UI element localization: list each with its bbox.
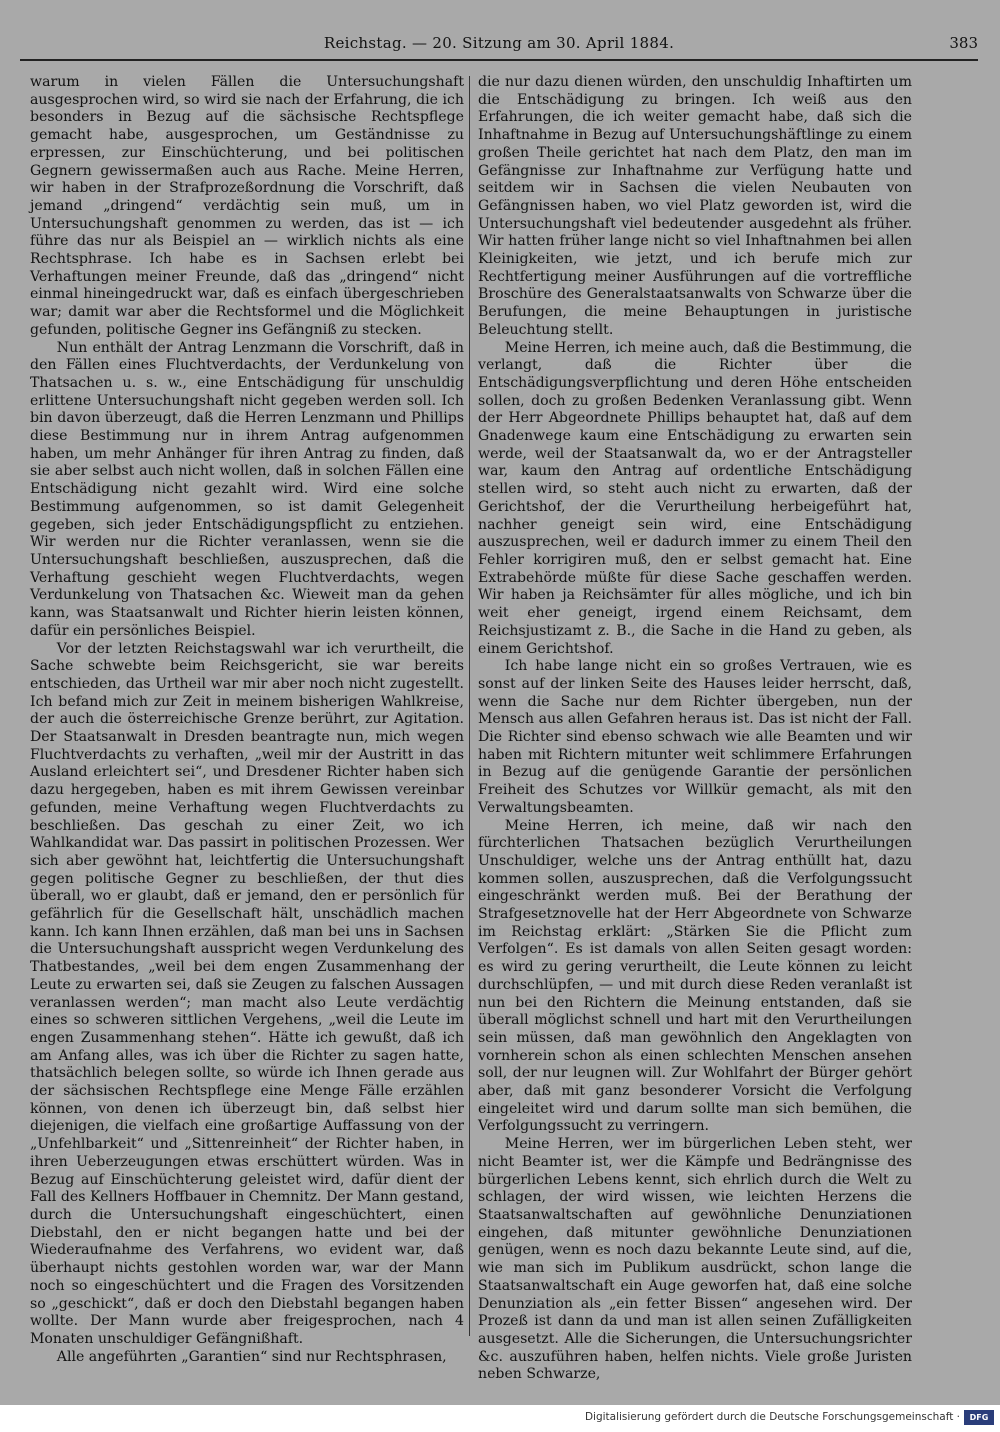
paragraph: Ich habe lange nicht ein so großes Vertrauen, wie es sonst auf der linken Seite des Hauses leider herrscht, daß, wenn die Sache nur dem Richter übergeben, nun der Mensch aus allen Gefahren heraus ist. Das ist nicht der Fall. Die Richter sind ebenso schwach wie alle Beamten und wir haben mit Richtern mitunter weit schlimmere Erfahrungen in Bezug auf die genügende Garantie der persönlichen Freiheit des Schutzes vor Willkür gemacht, als mit den Verwaltungsbeamten. [478,658,912,816]
left-column [30,74,464,1366]
page-header [20,30,978,60]
page-footer [0,1405,1000,1432]
paragraph: warum in vielen Fällen die Untersuchungshaft ausgesprochen wird, so wird sie nach der Erfahrung, die ich besonders in Bezug auf die sächsische Rechtspflege gemacht habe, ausgesprochen, um Geständnisse zu erpressen, zur Einschüchterung, und bei politischen Gegnern gewissermaßen auch aus Rache. Meine Herren, wir haben in der Strafprozeßordnung die Vorschrift, daß jemand „dringend“ verdächtig sein muß, um in Untersuchungshaft genommen zu werden, das ist — ich führe das nur als Beispiel an — wirklich nichts als eine Rechtsphrase. Ich habe es in Sachsen erlebt bei Verhaftungen meiner Freunde, daß das „dringend“ nicht einmal hineingedruckt war, daß es einfach übergeschrieben war; damit war aber die Rechtsformel und die Möglichkeit gefunden, politische Gegner ins Gefängniß zu stecken. [30,74,464,338]
right-column [478,74,912,1384]
header-rule [20,59,978,61]
paragraph: Meine Herren, ich meine auch, daß die Bestimmung, die verlangt, daß die Richter über die Entschädigungsverpflichtung und deren Höhe entscheiden sollen, doch zu großen Bedenken Veranlassung gibt. Wenn der Herr Abgeordnete Phillips behauptet hat, daß auf dem Gnadenwege kaum eine Entschädigung zu erwarten sein werde, weil der Staatsanwalt da, wo er der Antragsteller war, kaum den Antrag auf ordentliche Entschädigung stellen wird, so steht auch nicht zu erwarten, daß der Gerichtshof, der die Verurtheilung herbeigeführt hat, nachher geneigt sein wird, eine Entschädigung auszusprechen, weil er dadurch immer zu einem Theil den Fehler korrigiren muß, den er selbst gemacht hat. Eine Extrabehörde müßte für diese Sache geschaffen werden. Wir haben ja Reichsämter für alles mögliche, und ich bin weit eher geneigt, irgend einem Reichsamt, dem Reichsjustizamt z. B., die Sache in die Hand zu geben, als einem Gerichtshof. [478,339,912,657]
dfg-logo-icon: DFG [964,1410,994,1425]
paragraph: Meine Herren, ich meine, daß wir nach den fürchterlichen Thatsachen bezüglich Verurtheilungen Unschuldiger, welche uns der Antrag enthüllt hat, dazu kommen sollen, auszusprechen, daß die Verfolgungssucht eingeschränkt werden muß. Bei der Berathung der Strafgesetznovelle hat der Herr Abgeordnete von Schwarze im Reichstag erklärt: „Stärken Sie die Pflicht zum Verfolgen“. Es ist damals von allen Seiten gesagt worden: es wird zu gering verurtheilt, die Leute können zu leicht durchschlüpfen, — und mit durch diese Reden veranlaßt ist nun bei den Richtern die Meinung entstanden, daß sie überall möglichst schnell und hart mit den Verurtheilungen sein müssen, daß man gewöhnlich den Angeklagten von vornherein schon als einen schlechten Menschen ansehen soll, der nur leugnen will. Zur Wohlfahrt der Bürger gehört aber, daß mit ganz besonderer Vorsicht die Verfolgung eingeleitet wird und darum sollte man sich bemühen, die Verfolgungssucht zu verringern. [478,817,912,1135]
paragraph: Vor der letzten Reichstagswahl war ich verurtheilt, die Sache schwebte beim Reichsgericht, sie war bereits entschieden, das Urtheil war mir aber noch nicht zugestellt. Ich befand mich zur Zeit in meinem bisherigen Wahlkreise, der auch die österreichische Grenze berührt, zur Agitation. Der Staatsanwalt in Dresden beantragte nun, mich wegen Fluchtverdachts zu verhaften, „weil mir der Austritt in das Ausland erleichtert sei“, und Dresdener Richter haben sich dazu hergegeben, haben es mit ihrem Gewissen vereinbar gefunden, meine Verhaftung wegen Fluchtverdachts zu beschließen. Das geschah zu einer Zeit, wo ich Wahlkandidat war. Das passirt in politischen Prozessen. Wer sich aber gewöhnt hat, leichtfertig die Untersuchungshaft gegen politische Gegner zu beschließen, der thut dies überall, wo er glaubt, daß er jemand, den er persönlich für gefährlich für die Gesellschaft hält, unschädlich machen kann. Ich kann Ihnen erzählen, daß man bei uns in Sachsen die Untersuchungshaft ausspricht wegen Verdunkelung des Thatbestandes, „weil bei dem engen Zusammenhang der Leute zu erwarten sei, daß sie Zeugen zu falschen Aussagen veranlassen werden“; man macht also Leute verdächtig eines so schweren sittlichen Vergehens, „weil die Leute im engen Zusammenhang stehen“. Hätte ich gewußt, daß ich am Anfang alles, was ich über die Richter zu sagen hatte, thatsächlich belegen sollte, so würde ich Ihnen gerade aus der sächsischen Rechtspflege eine Menge Fälle erzählen können, von denen ich überzeugt bin, daß selbst hier diejenigen, die vielfach eine großartige Auffassung von der „Unfehlbarkeit“ und „Sittenreinheit“ der Richter haben, in ihren Ueberzeugungen etwas erschüttert würden. Was in Bezug auf Einschüchterung geleistet wird, dafür dient der Fall des Kellners Hoffbauer in Chemnitz. Der Mann gestand, durch die Untersuchungshaft eingeschüchtert, einen Diebstahl, den er nicht begangen hatte und bei der Wiederaufnahme des Verfahrens, wo evident war, daß überhaupt nichts gestohlen worden war, war der Mann noch so eingeschüchtert und die Fragen des Vorsitzenden so „geschickt“, daß er doch den Diebstahl begangen haben wollte. Der Mann wurde aber freigesprochen, nach 4 Monaten unschuldiger Gefängnißhaft. [30,640,464,1347]
footer-credit: Digitalisierung gefördert durch die Deutsche Forschungsgemeinschaft · [584,1411,960,1423]
page-title: Reichstag. — 20. Sitzung am 30. April 1884. [323,34,675,52]
page-number: 383 [949,34,978,52]
paragraph: Meine Herren, wer im bürgerlichen Leben steht, wer nicht Beamter ist, wer die Kämpfe und Bedrängnisse des bürgerlichen Lebens kennt, sich ehrlich durch die Welt zu schlagen, der wird wissen, wie leichten Herzens die Staatsanwaltschaften auf gewöhnliche Denunziationen eingehen, daß mitunter gewöhnliche Denunziationen genügen, wenn es noch dazu bekannte Leute sind, auf die, wie man sich im Publikum ausdrückt, schon lange die Staatsanwaltschaft ein Auge geworfen hat, daß eine solche Denunziation als „ein fetter Bissen“ angesehen wird. Der Prozeß ist dann da und man ist allen seinen Zufälligkeiten ausgesetzt. Alle die Sicherungen, die Untersuchungsrichter &c. auszuführen haben, helfen nichts. Viele große Juristen neben Schwarze, [478,1136,912,1383]
paragraph: die nur dazu dienen würden, den unschuldig Inhaftirten um die Entschädigung zu bringen. Ich weiß aus den Erfahrungen, die ich weiter gemacht habe, daß sich die Inhaftnahme in Bezug auf Untersuchungshäftlinge zu einem großen Theile gerichtet hat nach dem Platz, den man im Gefängnisse zur Inhaftnahme zur Verfügung hatte und seitdem wir in Sachsen die vielen Neubauten von Gefängnissen haben, wo viel Platz geworden ist, wird die Untersuchungshaft viel bedeutender ausgedehnt als früher. Wir hatten früher lange nicht so viel Inhaftnahmen bei allen Kleinigkeiten, wie jetzt, und ich berufe mich zur Rechtfertigung meiner Ausführungen auf die vortreffliche Broschüre des Generalstaatsanwalts von Schwarze über die Berufungen, die meine Behauptungen in juristische Beleuchtung stellt. [478,74,912,338]
paragraph: Alle angeführten „Garantien“ sind nur Rechtsphrasen, [56,1348,447,1365]
paragraph: Nun enthält der Antrag Lenzmann die Vorschrift, daß in den Fällen eines Fluchtverdachts, der Verdunkelung von Thatsachen u. s. w., eine Entschädigung für unschuldig erlittene Untersuchungshaft nicht gegeben werden soll. Ich bin davon überzeugt, daß die Herren Lenzmann und Phillips diese Bestimmung nur in ihrem Antrag aufgenommen haben, um mehr Anhänger für ihren Antrag zu finden, daß sie aber selbst auch nicht wollen, daß in solchen Fällen eine Entschädigung nicht gezahlt wird. Wird eine solche Bestimmung aufgenommen, so ist damit Gelegenheit gegeben, sich jeder Entschädigungspflicht zu entziehen. Wir werden nur die Richter veranlassen, wenn sie die Untersuchungshaft beschließen, auszusprechen, daß die Verhaftung geschieht wegen Fluchtverdachts, wegen Verdunkelung von Thatsachen &c. Wieweit man da gehen kann, was Staatsanwalt und Richter hierin leisten können, dafür ein persönliches Beispiel. [30,339,464,639]
column-divider [469,76,470,1336]
